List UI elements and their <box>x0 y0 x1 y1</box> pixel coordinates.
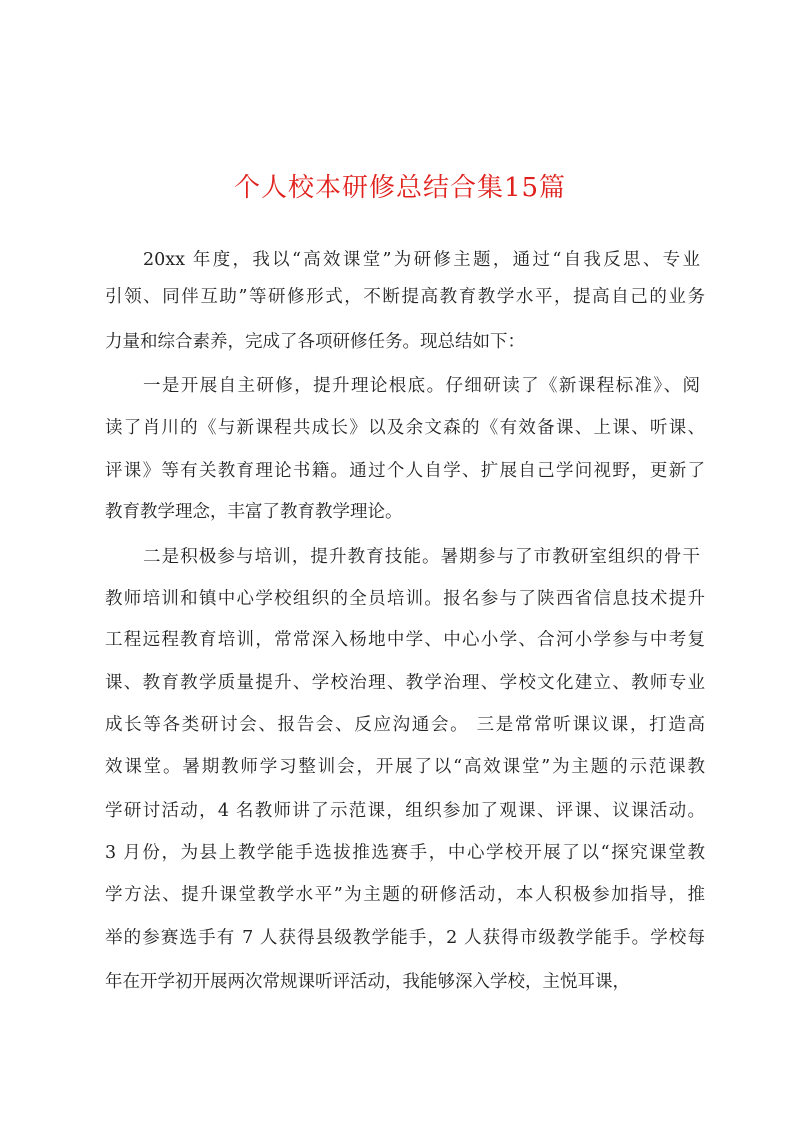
body-line: 成长等各类研讨会、报告会、反应沟通会。 三是常常听课议课，打造高 <box>105 715 705 735</box>
body-line: 引领、同伴互助”等研修形式，不断提高教育教学水平，提高自己的业务 <box>105 287 705 307</box>
body-line: 3 月份，为县上教学能手选拔推选赛手，中心学校开展了以“探究课堂教 <box>105 843 705 863</box>
body-line: 举的参赛选手有 7 人获得县级教学能手，2 人获得市级教学能手。学校每 <box>105 928 705 948</box>
body-line: 读了肖川的《与新课程共成长》以及余文森的《有效备课、上课、听课、 <box>105 418 705 438</box>
body-line: 二是积极参与培训，提升教育技能。暑期参与了市教研室组织的骨干 <box>143 547 700 567</box>
body-line: 评课》等有关教育理论书籍。通过个人自学、扩展自己学问视野，更新了 <box>105 461 705 481</box>
document-title: 个人校本研修总结合集15篇 <box>233 173 567 203</box>
body-line: 课、教育教学质量提升、学校治理、教学治理、学校文化建立、教师专业 <box>105 673 705 693</box>
body-line: 力量和综合素养，完成了各项研修任务。现总结如下： <box>105 332 525 352</box>
body-line: 效课堂。暑期教师学习整训会，开展了以“高效课堂”为主题的示范课教 <box>105 757 705 777</box>
body-line: 教师培训和镇中心学校组织的全员培训。报名参与了陕西省信息技术提升 <box>105 589 705 609</box>
body-line: 年在开学初开展两次常规课听评活动，我能够深入学校，主悦耳课， <box>105 972 630 992</box>
body-line: 教育教学理念，丰富了教育教学理论。 <box>105 502 403 522</box>
body-line: 学方法、提升课堂教学水平”为主题的研修活动，本人积极参加指导，推 <box>105 885 705 905</box>
body-line: 工程远程教育培训，常常深入杨地中学、中心小学、合河小学参与中考复 <box>105 630 705 650</box>
body-line: 20xx 年度，我以“高效课堂”为研修主题，通过“自我反思、专业 <box>143 250 700 270</box>
body-line: 学研讨活动，4 名教师讲了示范课，组织参加了观课、评课、议课活动。 <box>105 801 705 821</box>
body-line: 一是开展自主研修，提升理论根底。仔细研读了《新课程标准》、阅 <box>143 376 700 396</box>
